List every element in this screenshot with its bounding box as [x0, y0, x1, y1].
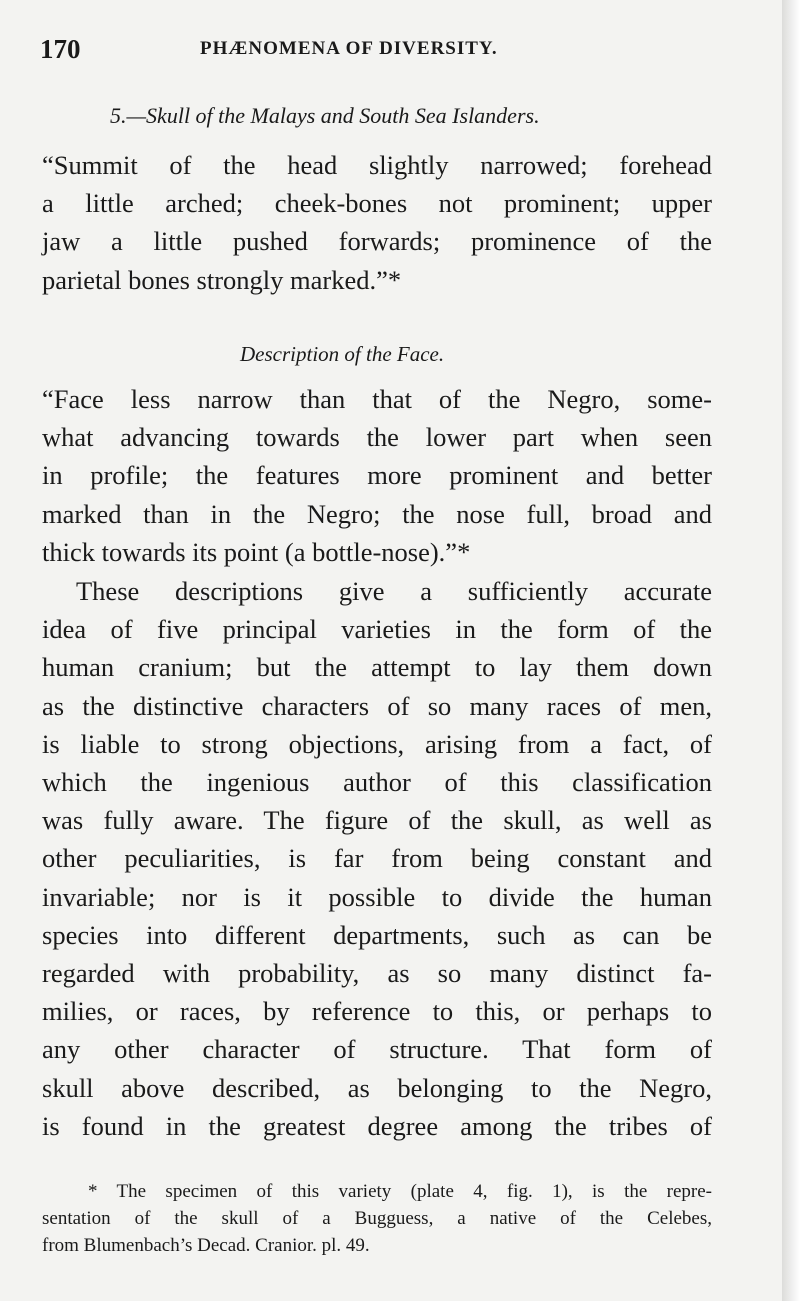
- text-line: in profile; the features more prominent and better: [42, 460, 712, 491]
- text-line: parietal bones strongly marked.”*: [42, 264, 402, 295]
- text-line: These descriptions give a sufficiently accurate: [76, 576, 712, 606]
- text-line: “Summit of the head slightly narrowed; forehead: [42, 150, 712, 180]
- paragraph-face-description: [42, 380, 712, 571]
- footnote-line: sentation of the skull of a Bugguess, a native of the Celebes,: [42, 1208, 712, 1229]
- text-line: marked than in the Negro; the nose full, broad and: [42, 498, 712, 529]
- text-line: a little arched; cheek-bones not prominent; upper: [42, 188, 712, 219]
- footnote-line: * The specimen of this variety (plate 4, fig. 1), is the repre-: [88, 1181, 712, 1202]
- section-heading: 5.—Skull of the Malays and South Sea Islanders.: [110, 103, 540, 128]
- paragraph-skull-description: [42, 146, 712, 299]
- text-line: which the ingenious author of this classification: [42, 767, 712, 798]
- text-line: jaw a little pushed forwards; prominence of the: [42, 226, 712, 257]
- text-line: is found in the greatest degree among the tribes of: [42, 1110, 712, 1141]
- text-line: thick towards its point (a bottle-nose).”*: [42, 536, 471, 567]
- text-line: invariable; nor is it possible to divide the human: [42, 881, 712, 912]
- page-edge: [782, 0, 800, 1301]
- subheading-face-description: Description of the Face.: [240, 342, 445, 366]
- text-line: was fully aware. The figure of the skull, as well as: [42, 805, 712, 836]
- text-line: skull above described, as belonging to the Negro,: [42, 1072, 712, 1103]
- text-line: regarded with probability, as so many distinct fa-: [42, 958, 712, 989]
- text-line: human cranium; but the attempt to lay them down: [42, 652, 712, 683]
- page-number: 170: [40, 34, 81, 64]
- text-line: species into different departments, such as can be: [42, 919, 712, 950]
- page-header: [40, 34, 740, 64]
- text-line: is liable to strong objections, arising from a fact, of: [42, 728, 712, 759]
- text-line: what advancing towards the lower part when seen: [42, 422, 712, 453]
- text-line: as the distinctive characters of so many races of men,: [42, 690, 712, 721]
- footnote-line: from Blumenbach’s Decad. Cranior. pl. 49.: [42, 1235, 370, 1256]
- text-line: “Face less narrow than that of the Negro, some-: [42, 384, 712, 414]
- text-line: other peculiarities, is far from being constant and: [42, 843, 712, 874]
- paragraph-main-text: [42, 572, 712, 1145]
- running-title: PHÆNOMENA OF DIVERSITY.: [200, 38, 498, 59]
- text-line: milies, or races, by reference to this, or perhaps to: [42, 996, 712, 1027]
- text-line: any other character of structure. That form of: [42, 1034, 712, 1065]
- footnote: [42, 1178, 712, 1259]
- text-line: idea of five principal varieties in the form of the: [42, 614, 712, 645]
